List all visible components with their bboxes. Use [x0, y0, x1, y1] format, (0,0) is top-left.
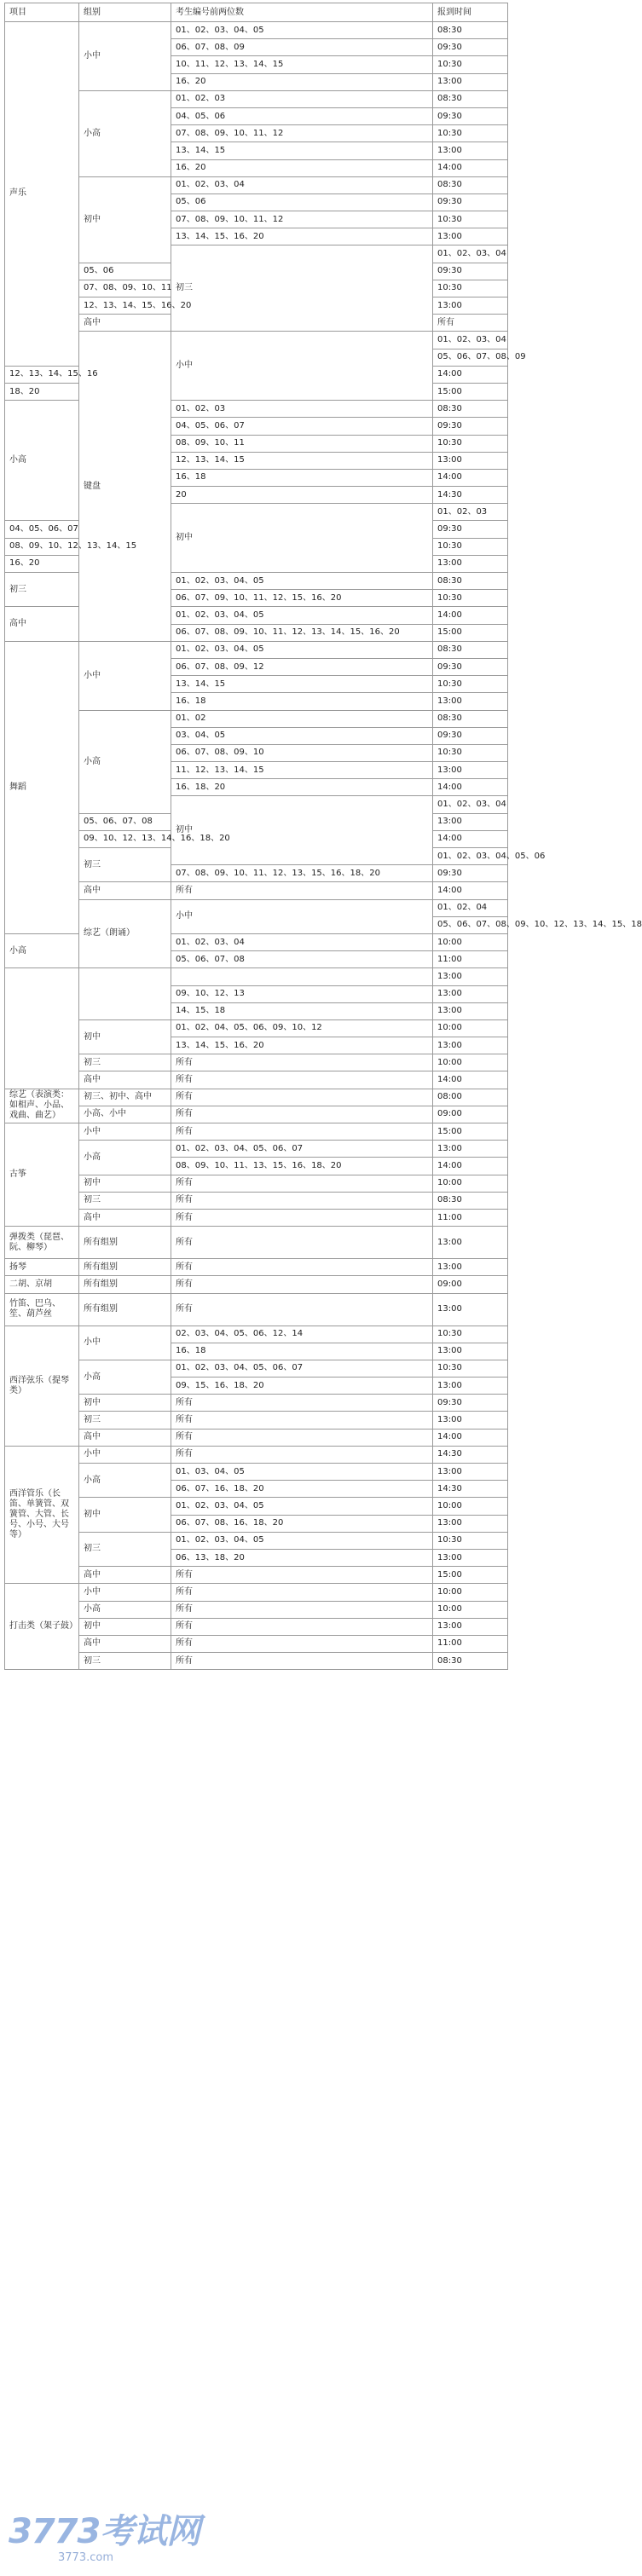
- code-cell: 04、05、06、07: [5, 521, 79, 538]
- code-cell: 所有: [171, 1653, 433, 1670]
- time-cell: 14:00: [433, 779, 508, 796]
- group-cell: 高中: [79, 1635, 171, 1652]
- code-cell: 01、02、03、04、05、06、07: [171, 1141, 433, 1158]
- time-cell: 10:30: [433, 1326, 508, 1343]
- code-cell: 所有: [171, 1618, 433, 1635]
- code-cell: 07、08、09、10、11、12: [171, 211, 433, 228]
- code-cell: 07、08、09、10、11、12、13、15、16、18、20: [171, 865, 433, 882]
- table-row: [5, 1259, 508, 1276]
- group-cell: 初中: [171, 504, 433, 573]
- code-cell: 05、06、07、08: [79, 813, 171, 830]
- table-row: [5, 1567, 508, 1584]
- table-row: [5, 1123, 508, 1141]
- code-cell: 01、02、04、05、06、09、10、12: [171, 1019, 433, 1037]
- code-cell: 13、14、15: [171, 142, 433, 159]
- code-cell: 04、05、06: [171, 107, 433, 124]
- group-cell: 小高: [79, 1360, 171, 1394]
- time-cell: 09:30: [433, 107, 508, 124]
- time-cell: 09:30: [433, 727, 508, 744]
- time-cell: 14:00: [433, 607, 508, 624]
- code-cell: 所有: [171, 1293, 433, 1326]
- code-cell: 16、18、20: [171, 779, 433, 796]
- code-cell: 10、11、12、13、14、15: [171, 56, 433, 73]
- table-body: [5, 22, 642, 1670]
- code-cell: 08、09、10、12、13、14、15: [5, 538, 79, 555]
- item-cell: 综艺（朗诵）: [79, 899, 171, 968]
- time-cell: 14:00: [433, 882, 508, 899]
- group-cell: 小高: [79, 1601, 171, 1618]
- time-cell: 13:00: [433, 1141, 508, 1158]
- time-cell: 10:00: [433, 933, 508, 950]
- code-cell: 01、02、03: [433, 504, 508, 521]
- time-cell: 13:00: [433, 1343, 508, 1360]
- group-cell: 所有组别: [79, 1276, 171, 1293]
- time-cell: 13:00: [433, 452, 508, 469]
- header-group: 组别: [79, 3, 171, 22]
- time-cell: 09:30: [433, 521, 508, 538]
- table-row: [5, 1446, 508, 1463]
- schedule-table-wrapper: [4, 3, 642, 1670]
- code-cell: 05、06、07、08: [171, 951, 433, 968]
- code-cell: 01、02、03、04、05: [171, 607, 433, 624]
- code-cell: 所有: [171, 1106, 433, 1123]
- watermark-logo: [9, 2513, 213, 2573]
- item-cell: 扬琴: [5, 1259, 79, 1276]
- item-cell: 竹笛、巴乌、笙、葫芦丝: [5, 1293, 79, 1326]
- code-cell: 所有: [171, 1412, 433, 1429]
- time-cell: 11:00: [433, 1209, 508, 1226]
- code-cell: 07、08、09、10、11、12: [171, 125, 433, 142]
- time-cell: 08:00: [433, 1089, 508, 1106]
- group-cell: 所有组别: [79, 1259, 171, 1276]
- code-cell: 所有: [171, 1054, 433, 1071]
- table-row: [5, 1293, 508, 1326]
- time-cell: 10:00: [433, 1175, 508, 1192]
- code-cell: 06、07、08、09: [171, 39, 433, 56]
- code-cell: 09、10、12、13: [171, 985, 433, 1002]
- code-cell: 08、09、10、11、13、15、16、18、20: [171, 1158, 433, 1175]
- time-cell: 13:00: [433, 1618, 508, 1635]
- item-cell: 声乐: [5, 22, 79, 367]
- code-cell: 14、15、18: [171, 1002, 433, 1019]
- table-row: [5, 1360, 508, 1377]
- time-cell: 08:30: [433, 22, 508, 39]
- time-cell: 09:30: [433, 658, 508, 675]
- group-cell: 初中: [79, 1175, 171, 1192]
- table-row: [5, 899, 508, 916]
- code-cell: 01、02、03、04: [433, 245, 508, 263]
- time-cell: 09:30: [433, 39, 508, 56]
- watermark-sub-text: 3773.com: [58, 2551, 113, 2564]
- table-row: [5, 1584, 508, 1601]
- watermark-main-text: 3773考试网: [9, 2512, 200, 2551]
- time-cell: 10:30: [433, 280, 508, 297]
- code-cell: 01、02、03、04: [171, 176, 433, 193]
- code-cell: 12、13、14、15、16: [5, 366, 79, 383]
- item-cell: 综艺（表演类：如相声、小品、戏曲、曲艺）: [5, 1089, 79, 1123]
- code-cell: 所有: [171, 1276, 433, 1293]
- table-row: [5, 176, 508, 193]
- code-cell: 所有: [171, 1071, 433, 1089]
- table-row: [5, 22, 508, 39]
- item-cell: [5, 968, 79, 1089]
- group-cell: 初三: [79, 1412, 171, 1429]
- time-cell: 13:00: [433, 1293, 508, 1326]
- time-cell: 10:00: [433, 1054, 508, 1071]
- code-cell: 01、02、03、04: [433, 332, 508, 349]
- code-cell: 所有: [171, 1584, 433, 1601]
- group-cell: 高中: [79, 315, 171, 332]
- code-cell: 所有: [171, 1192, 433, 1209]
- group-cell: 小高: [79, 1464, 171, 1498]
- table-row: [5, 1464, 508, 1481]
- table-row: [5, 641, 508, 658]
- code-cell: 13、14、15、16、20: [171, 228, 433, 245]
- code-cell: 02、03、04、05、06、12、14: [171, 1326, 433, 1343]
- header-item: 项目: [5, 3, 79, 22]
- time-cell: 11:00: [433, 951, 508, 968]
- code-cell: 16、20: [171, 73, 433, 90]
- group-cell: 高中: [79, 1567, 171, 1584]
- group-cell: 所有组别: [79, 1227, 171, 1259]
- time-cell: 15:00: [433, 1123, 508, 1141]
- time-cell: 13:00: [433, 297, 508, 315]
- time-cell: 15:00: [433, 624, 508, 641]
- table-row: [5, 1054, 508, 1071]
- time-cell: 14:00: [433, 366, 508, 383]
- code-cell: 所有: [171, 1567, 433, 1584]
- item-cell: 西洋管乐（长笛、单簧管、双簧管、大管、长号、小号、大号等）: [5, 1446, 79, 1584]
- time-cell: 09:00: [433, 1106, 508, 1123]
- code-cell: 13、14、15、16、20: [171, 1037, 433, 1054]
- code-cell: 16、18: [171, 1343, 433, 1360]
- code-cell: 18、20: [5, 383, 79, 400]
- group-cell: [79, 968, 171, 1020]
- group-cell: 初三: [5, 573, 79, 607]
- code-cell: 12、13、14、15: [171, 452, 433, 469]
- group-cell: 小中: [171, 332, 433, 401]
- group-cell: 初中: [79, 1498, 171, 1532]
- item-cell: 舞蹈: [5, 641, 79, 933]
- time-cell: 10:30: [433, 1360, 508, 1377]
- table-row: [5, 1209, 508, 1226]
- time-cell: 14:30: [433, 1481, 508, 1498]
- code-cell: 01、02、03、04、05、06: [433, 848, 508, 865]
- table-row: [5, 1141, 508, 1158]
- group-cell: 初三、初中、高中: [79, 1089, 171, 1106]
- time-cell: 14:30: [433, 487, 508, 504]
- code-cell: 所有: [171, 1429, 433, 1446]
- time-cell: 08:30: [433, 401, 508, 418]
- group-cell: 初中: [79, 1618, 171, 1635]
- time-cell: 15:00: [433, 383, 508, 400]
- code-cell: 01、02: [171, 710, 433, 727]
- time-cell: 10:00: [433, 1584, 508, 1601]
- code-cell: 所有: [171, 1395, 433, 1412]
- table-row: [5, 1635, 508, 1652]
- time-cell: 10:30: [433, 744, 508, 761]
- code-cell: 06、07、08、16、18、20: [171, 1515, 433, 1532]
- code-cell: 09、15、16、18、20: [171, 1378, 433, 1395]
- group-cell: 小中: [79, 22, 171, 91]
- table-row: [5, 1498, 508, 1515]
- time-cell: 09:00: [433, 1276, 508, 1293]
- item-cell: 二胡、京胡: [5, 1276, 79, 1293]
- code-cell: 16、20: [171, 159, 433, 176]
- time-cell: 10:30: [433, 590, 508, 607]
- code-cell: 01、02、03、04、05、06、07: [171, 1360, 433, 1377]
- time-cell: 13:00: [433, 1412, 508, 1429]
- table-row: [5, 1532, 508, 1549]
- code-cell: 06、07、08、09、12: [171, 658, 433, 675]
- table-row: [5, 1192, 508, 1209]
- time-cell: 10:30: [433, 125, 508, 142]
- code-cell: 06、07、16、18、20: [171, 1481, 433, 1498]
- time-cell: 10:30: [433, 211, 508, 228]
- time-cell: 13:00: [433, 762, 508, 779]
- code-cell: 所有: [433, 315, 508, 332]
- table-row: [5, 882, 508, 899]
- time-cell: 09:30: [433, 418, 508, 435]
- table-row: [5, 1395, 508, 1412]
- code-cell: 16、18: [171, 469, 433, 486]
- code-cell: 01、02、03、04、05: [171, 573, 433, 590]
- code-cell: 所有: [171, 1227, 433, 1259]
- time-cell: 14:00: [433, 159, 508, 176]
- time-cell: 13:00: [433, 1037, 508, 1054]
- group-cell: 小中: [79, 641, 171, 710]
- table-row: [5, 1106, 508, 1123]
- code-cell: 16、18: [171, 693, 433, 710]
- group-cell: 高中: [79, 1209, 171, 1226]
- time-cell: 13:00: [433, 1227, 508, 1259]
- time-cell: 13:00: [433, 142, 508, 159]
- time-cell: 08:30: [433, 90, 508, 107]
- code-cell: 所有: [171, 882, 433, 899]
- time-cell: 14:30: [433, 1446, 508, 1463]
- group-cell: 高中: [79, 882, 171, 899]
- code-cell: 05、06、07、08、09: [433, 349, 508, 366]
- code-cell: 01、02、03: [171, 90, 433, 107]
- time-cell: 13:00: [433, 1378, 508, 1395]
- time-cell: 10:30: [433, 1532, 508, 1549]
- group-cell: 高中: [79, 1429, 171, 1446]
- code-cell: 01、02、03、04: [171, 933, 433, 950]
- table-row: [5, 1326, 508, 1343]
- code-cell: 05、06、07、08、09、10、12、13、14、15、18: [433, 916, 508, 933]
- time-cell: 08:30: [433, 641, 508, 658]
- code-cell: 所有: [171, 1123, 433, 1141]
- code-cell: 13、14、15: [171, 676, 433, 693]
- item-cell: 键盘: [79, 332, 171, 641]
- code-cell: 07、08、09、10、11: [79, 280, 171, 297]
- code-cell: 所有: [171, 1209, 433, 1226]
- time-cell: 15:00: [433, 1567, 508, 1584]
- table-row: [5, 1089, 508, 1106]
- code-cell: [171, 968, 433, 985]
- code-cell: 06、13、18、20: [171, 1549, 433, 1566]
- table-row: [5, 1429, 508, 1446]
- time-cell: 08:30: [433, 1653, 508, 1670]
- time-cell: 10:30: [433, 538, 508, 555]
- code-cell: 01、02、03、04、05: [171, 22, 433, 39]
- group-cell: 所有组别: [79, 1293, 171, 1326]
- group-cell: 初三: [171, 245, 433, 332]
- code-cell: 所有: [171, 1175, 433, 1192]
- code-cell: 01、02、04: [433, 899, 508, 916]
- code-cell: 16、20: [5, 555, 79, 572]
- time-cell: 10:00: [433, 1019, 508, 1037]
- group-cell: 初三: [79, 848, 171, 882]
- time-cell: 08:30: [433, 176, 508, 193]
- group-cell: 初三: [79, 1653, 171, 1670]
- header-time: 报到时间: [433, 3, 508, 22]
- group-cell: 小高: [79, 710, 171, 813]
- time-cell: 14:00: [433, 469, 508, 486]
- table-row: [5, 710, 508, 727]
- table-row: [5, 968, 508, 985]
- table-row: [5, 1618, 508, 1635]
- group-cell: 初中: [79, 176, 171, 263]
- time-cell: 13:00: [433, 813, 508, 830]
- schedule-table: [4, 3, 642, 1670]
- time-cell: 13:00: [433, 1002, 508, 1019]
- item-cell: 弹拨类（琵琶、阮、柳琴）: [5, 1227, 79, 1259]
- table-row: [5, 1019, 508, 1037]
- group-cell: 小高、小中: [79, 1106, 171, 1123]
- group-cell: 小高: [79, 1141, 171, 1175]
- time-cell: 08:30: [433, 1192, 508, 1209]
- code-cell: 所有: [171, 1635, 433, 1652]
- code-cell: 所有: [171, 1601, 433, 1618]
- time-cell: 09:30: [433, 263, 508, 280]
- time-cell: 13:00: [433, 1549, 508, 1566]
- group-cell: 初中: [79, 1395, 171, 1412]
- table-row: [5, 1412, 508, 1429]
- time-cell: 13:00: [433, 1259, 508, 1276]
- table-row: [5, 90, 508, 107]
- group-cell: 小高: [5, 401, 79, 521]
- code-cell: 06、07、09、10、11、12、15、16、20: [171, 590, 433, 607]
- code-cell: 05、06: [171, 193, 433, 211]
- table-header-row: [5, 3, 508, 22]
- code-cell: 06、07、08、09、10: [171, 744, 433, 761]
- time-cell: 10:00: [433, 1601, 508, 1618]
- group-cell: 小中: [79, 1584, 171, 1601]
- time-cell: 13:00: [433, 228, 508, 245]
- time-cell: 14:00: [433, 1071, 508, 1089]
- group-cell: 高中: [79, 1071, 171, 1089]
- code-cell: 05、06: [79, 263, 171, 280]
- group-cell: 初三: [79, 1532, 171, 1566]
- table-row: [5, 1276, 508, 1293]
- time-cell: 14:00: [433, 1158, 508, 1175]
- time-cell: 13:00: [433, 968, 508, 985]
- item-cell: 打击类（架子鼓）: [5, 1584, 79, 1670]
- time-cell: 13:00: [433, 985, 508, 1002]
- table-row: [5, 1227, 508, 1259]
- code-cell: 所有: [171, 1089, 433, 1106]
- time-cell: 13:00: [433, 1515, 508, 1532]
- time-cell: 10:30: [433, 676, 508, 693]
- code-cell: 06、07、08、09、10、11、12、13、14、15、16、20: [171, 624, 433, 641]
- code-cell: 20: [171, 487, 433, 504]
- time-cell: 09:30: [433, 1395, 508, 1412]
- group-cell: 初中: [79, 1019, 171, 1054]
- time-cell: 13:00: [433, 693, 508, 710]
- code-cell: 11、12、13、14、15: [171, 762, 433, 779]
- time-cell: 10:00: [433, 1498, 508, 1515]
- time-cell: 08:30: [433, 573, 508, 590]
- time-cell: 14:00: [433, 830, 508, 847]
- table-row: [5, 1175, 508, 1192]
- code-cell: 所有: [171, 1259, 433, 1276]
- code-cell: 04、05、06、07: [171, 418, 433, 435]
- time-cell: 13:00: [433, 73, 508, 90]
- group-cell: 初中: [171, 796, 433, 865]
- code-cell: 12、13、14、15、16、20: [79, 297, 171, 315]
- code-cell: 01、02、03、04: [433, 796, 508, 813]
- time-cell: 09:30: [433, 193, 508, 211]
- header-code: 考生编号前两位数: [171, 3, 433, 22]
- code-cell: 01、02、03、04、05: [171, 1498, 433, 1515]
- time-cell: 11:00: [433, 1635, 508, 1652]
- group-cell: 小中: [79, 1326, 171, 1360]
- table-row: [5, 1601, 508, 1618]
- group-cell: 小高: [5, 933, 79, 967]
- item-cell: 西洋弦乐（提琴类）: [5, 1326, 79, 1446]
- group-cell: 初三: [79, 1192, 171, 1209]
- group-cell: 小高: [79, 90, 171, 176]
- group-cell: 初三: [79, 1054, 171, 1071]
- time-cell: 09:30: [433, 865, 508, 882]
- code-cell: 09、10、12、13、14、16、18、20: [79, 830, 171, 847]
- code-cell: 01、02、03、04、05: [171, 641, 433, 658]
- group-cell: 小中: [79, 1446, 171, 1463]
- time-cell: 08:30: [433, 710, 508, 727]
- group-cell: 小中: [79, 1123, 171, 1141]
- time-cell: 13:00: [433, 1464, 508, 1481]
- code-cell: 03、04、05: [171, 727, 433, 744]
- group-cell: 高中: [5, 607, 79, 641]
- time-cell: 10:30: [433, 435, 508, 452]
- code-cell: 08、09、10、11: [171, 435, 433, 452]
- code-cell: 01、02、03: [171, 401, 433, 418]
- time-cell: 13:00: [433, 555, 508, 572]
- item-cell: 古筝: [5, 1123, 79, 1227]
- code-cell: 01、02、03、04、05: [171, 1532, 433, 1549]
- group-cell: 小中: [171, 899, 433, 933]
- table-row: [5, 1653, 508, 1670]
- code-cell: 所有: [171, 1446, 433, 1463]
- code-cell: 01、03、04、05: [171, 1464, 433, 1481]
- table-row: [5, 332, 508, 349]
- table-row: [5, 1071, 508, 1089]
- time-cell: 14:00: [433, 1429, 508, 1446]
- time-cell: 10:30: [433, 56, 508, 73]
